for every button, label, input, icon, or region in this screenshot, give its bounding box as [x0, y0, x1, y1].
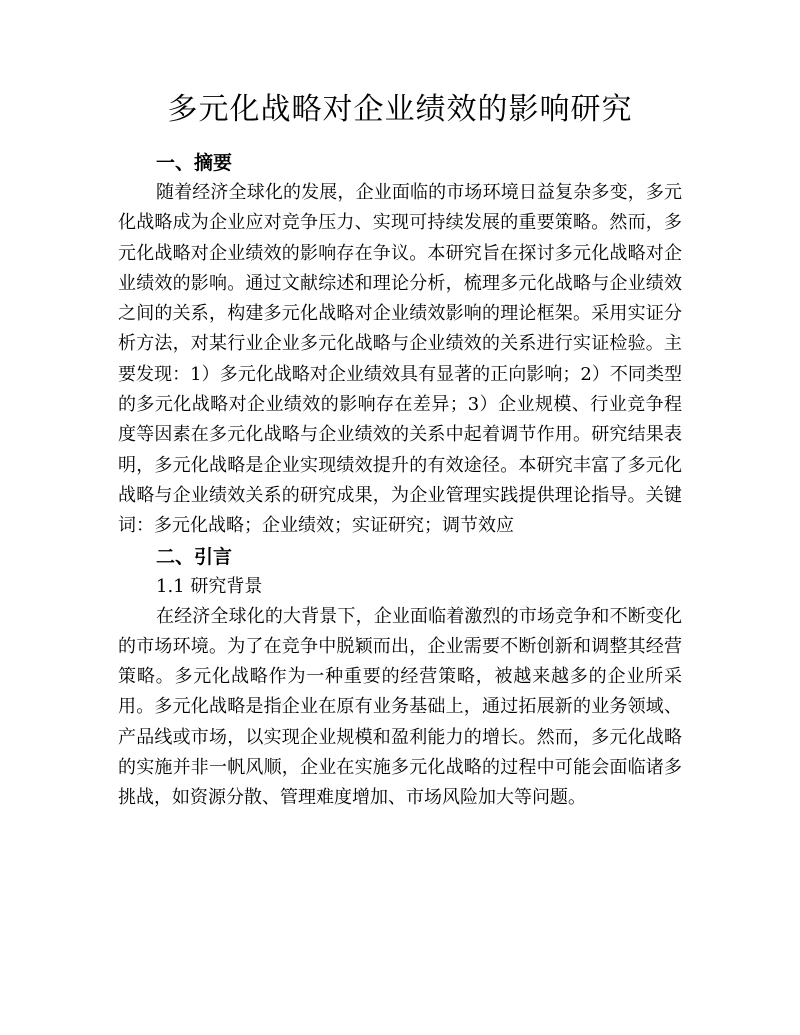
- page-title: 多元化战略对企业绩效的影响研究: [167, 92, 633, 127]
- research-background-paragraph: 在经济全球化的大背景下，企业面临着激烈的市场竞争和不断变化的市场环境。为了在竞争中脱颖而出，企业需要不断创新和调整其经营策略。多元化战略作为一种重要的经营策略，被越来越多的企业所采用。多元化战略是指企业在原有业务基础上，通过拓展新的业务领域、产品线或市场，以实现企业规模和盈利能力的增长。然而，多元化战略的实施并非一帆风顺，企业在实施多元化战略的过程中可能会面临诸多挑战，如资源分散、管理难度增加、市场风险加大等问题。: [118, 605, 682, 809]
- research-background-heading: 1.1 研究背景: [156, 575, 263, 597]
- introduction-heading: 二、引言: [156, 545, 233, 568]
- abstract-paragraph: 随着经济全球化的发展，企业面临的市场环境日益复杂多变，多元化战略成为企业应对竞争压力、实现可持续发展的重要策略。然而，多元化战略对企业绩效的影响存在争议。本研究旨在探讨多元化战略对企业绩效的影响。通过文献综述和理论分析，梳理多元化战略与企业绩效之间的关系，构建多元化战略对企业绩效影响的理论框架。采用实证分析方法，对某行业企业多元化战略与企业绩效的关系进行实证检验。主要发现：1）多元化战略对企业绩效具有显著的正向影响；2）不同类型的多元化战略对企业绩效的影响存在差异；3）企业规模、行业竞争程度等因素在多元化战略与企业绩效的关系中起着调节作用。研究结果表明，多元化战略是企业实现绩效提升的有效途径。本研究丰富了多元化战略与企业绩效关系的研究成果，为企业管理实践提供理论指导。关键词：多元化战略；企业绩效；实证研究；调节效应: [118, 182, 682, 537]
- abstract-heading: 一、摘要: [156, 152, 233, 174]
- document-page: [118, 88, 682, 814]
